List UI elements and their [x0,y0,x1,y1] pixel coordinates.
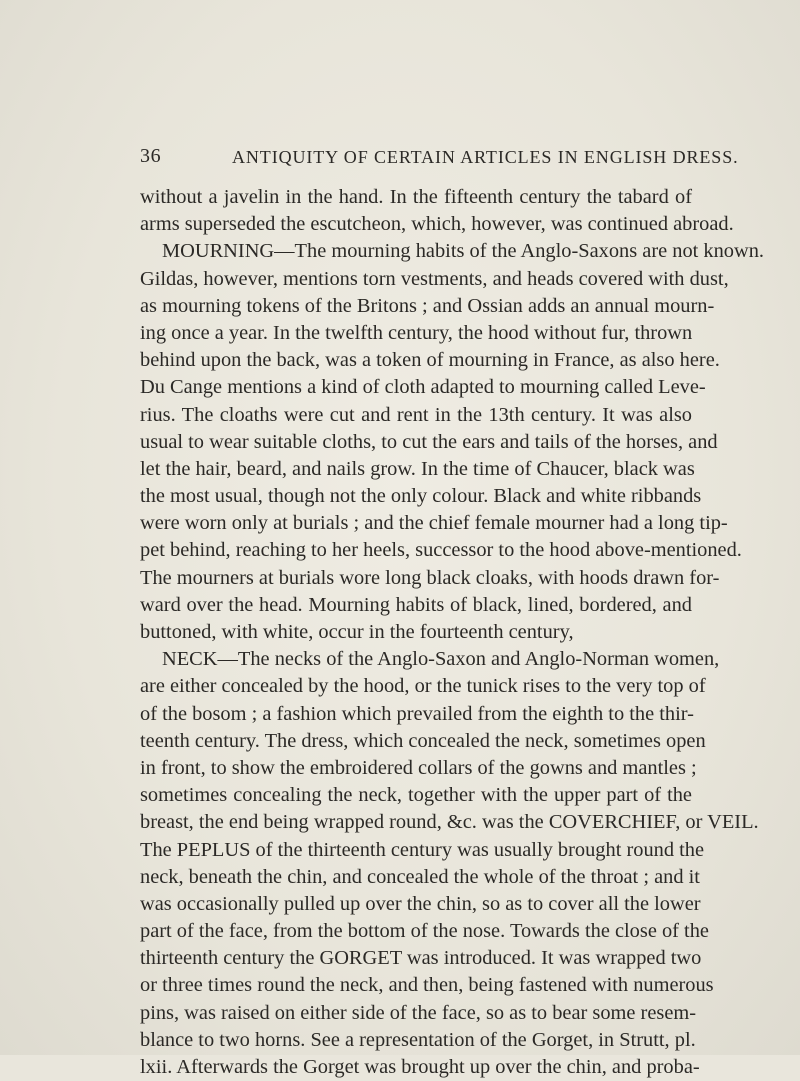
text-line: arms superseded the escutcheon, which, however, was continued abroad. [140,213,734,236]
text-line: rius. The cloaths were cut and rent in the 13th century. It was also [140,403,692,426]
text-line: The PEPLUS of the thirteenth century was usually brought round the [140,838,705,861]
body-text [140,184,765,1081]
page-number: 36 [140,145,162,167]
text-line: teenth century. The dress, which concealed the neck, sometimes open [140,729,706,752]
text-line: as mourning tokens of the Britons ; and Ossian adds an annual mourn- [140,294,715,317]
text-line: pet behind, reaching to her heels, successor to the hood above-mentioned. [140,539,742,562]
text-line: Gildas, however, mentions torn vestments, and heads covered with dust, [140,267,729,290]
text-line: breast, the end being wrapped round, &c. was the COVERCHIEF, or VEIL. [140,811,759,834]
text-line: thirteenth century the GORGET was introduced. It was wrapped two [140,947,702,970]
text-line: Du Cange mentions a kind of cloth adapted to mourning called Leve- [140,376,706,399]
text-line: sometimes concealing the neck, together with the upper part of the [140,784,692,807]
text-line: part of the face, from the bottom of the nose. Towards the close of the [140,920,709,943]
text-line: let the hair, beard, and nails grow. In the time of Chaucer, black was [140,457,695,480]
text-line: or three times round the neck, and then, being fastened with numerous [140,974,714,997]
text-line: usual to wear suitable cloths, to cut the ears and tails of the horses, and [140,430,718,453]
text-line: was occasionally pulled up over the chin, so as to cover all the lower [140,892,701,915]
text-line: the most usual, though not the only colour. Black and white ribbands [140,485,702,508]
text-line: neck, beneath the chin, and concealed the whole of the throat ; and it [140,865,700,888]
text-line: without a javelin in the hand. In the fifteenth century the tabard of [140,186,692,208]
text-line: buttoned, with white, occur in the fourteenth century, [140,621,574,643]
text-line: pins, was raised on either side of the face, so as to bear some resem- [140,1001,697,1024]
text-line: blance to two horns. See a representation of the Gorget, in Strutt, pl. [140,1028,696,1051]
text-line: are either concealed by the hood, or the tunick rises to the very top of [140,675,706,698]
text-line: NECK—The necks of the Anglo-Saxon and Anglo-Norman women, [162,648,720,671]
text-line: ward over the head. Mourning habits of black, lined, bordered, and [140,593,692,616]
text-line: were worn only at burials ; and the chief female mourner had a long tip- [140,512,728,535]
running-head: ANTIQUITY OF CERTAIN ARTICLES IN ENGLISH DRESS. [232,147,739,167]
text-line: MOURNING—The mourning habits of the Anglo-Saxons are not known. [162,240,765,263]
text-line: behind upon the back, was a token of mourning in France, as also here. [140,349,720,372]
text-line: in front, to show the embroidered collars of the gowns and mantles ; [140,756,697,779]
text-line: lxii. Afterwards the Gorget was brought up over the chin, and proba- [140,1056,700,1078]
text-line: of the bosom ; a fashion which prevailed from the eighth to the thir- [140,702,694,725]
text-line: ing once a year. In the twelfth century, the hood without fur, thrown [140,321,693,344]
text-line: The mourners at burials wore long black cloaks, with hoods drawn for- [140,566,720,589]
page-header [140,145,739,175]
